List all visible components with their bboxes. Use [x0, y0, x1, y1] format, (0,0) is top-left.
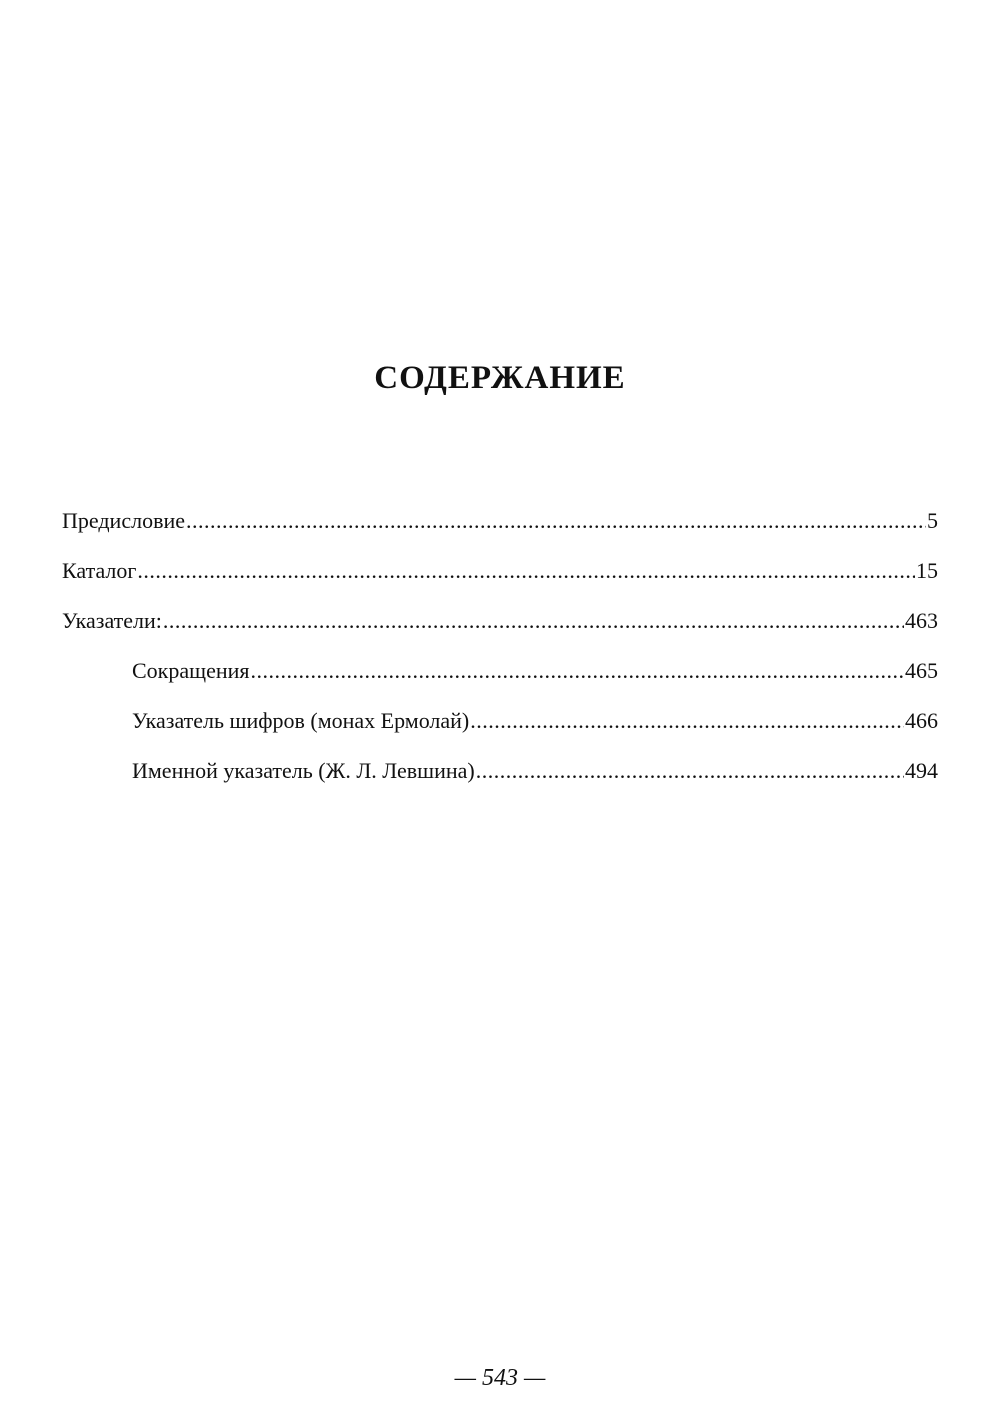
toc-dot-leader [470, 705, 904, 737]
toc-entry-page: 15 [916, 558, 938, 583]
toc-entry[interactable] [62, 605, 938, 637]
toc-dot-leader [163, 605, 904, 637]
toc-dot-leader [476, 755, 904, 787]
toc-entry-page: 494 [905, 758, 938, 783]
page-title: СОДЕРЖАНИЕ [374, 360, 626, 396]
toc-subentry[interactable] [132, 655, 938, 687]
toc-dot-leader [251, 655, 905, 687]
toc-entry-page: 5 [927, 508, 938, 533]
toc-dot-leader [186, 505, 926, 537]
toc-entry-label: Каталог [62, 558, 137, 583]
toc-entry-page: 465 [905, 658, 938, 683]
toc-entry-page: 463 [905, 608, 938, 633]
toc-entry-label: Предисловие [62, 508, 185, 533]
toc-subentry[interactable] [132, 755, 938, 787]
toc-entry-label: Именной указатель (Ж. Л. Левшина) [132, 758, 475, 783]
toc-entry-page: 466 [905, 708, 938, 733]
page-number: — 543 — [454, 1365, 546, 1391]
toc-entry[interactable] [62, 505, 938, 537]
toc-entry[interactable] [62, 555, 938, 587]
toc-subentry[interactable] [132, 705, 938, 737]
toc-entry-label: Сокращения [132, 658, 250, 683]
toc-entry-label: Указатель шифров (монах Ермолай) [132, 708, 470, 733]
toc-dot-leader [137, 555, 915, 587]
toc-entry-label: Указатели: [62, 608, 162, 633]
